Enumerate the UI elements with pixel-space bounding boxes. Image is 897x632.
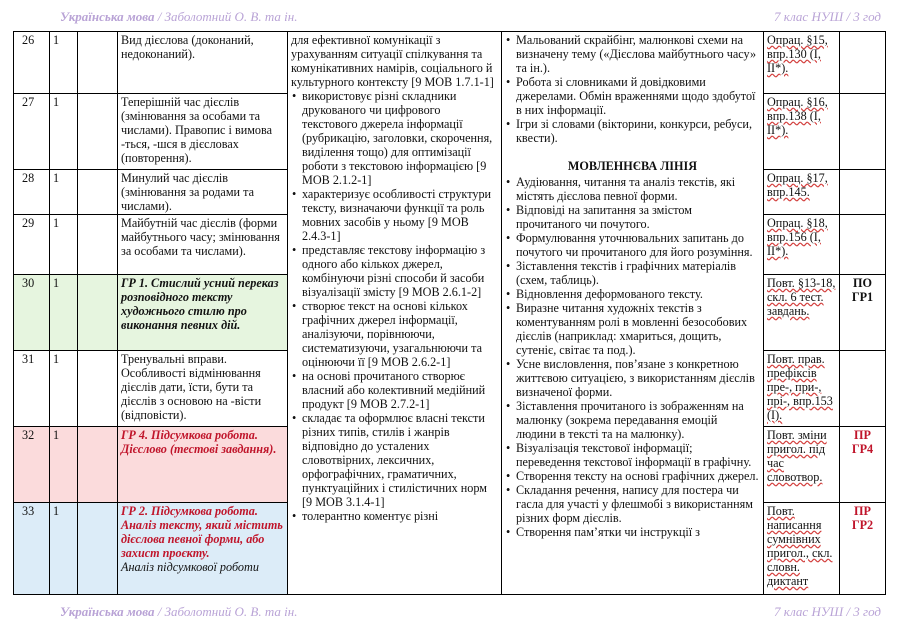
lesson-number: 28 (14, 170, 50, 215)
lesson-topic: Вид дієслова (доконаний, недоконаний). (118, 32, 288, 94)
list-item: • представляє текстову інформацію з одного або кількох джерел, комбінуючи різні способи й засоби візуалізації змісту [9 МОВ 2.6.1-2] (302, 243, 498, 299)
list-item: • використовує різні складники друкованого чи цифрового текстового джерела інформації (рубрикацію, заголовки, скорочення, виділення тощо) для оптимізації роботи з текстовою інформацією [9 МОВ 2.1.2-1] (302, 89, 498, 187)
list-item: • Візуалізація текстової інформації; переведення текстової інформації в графічну. (516, 441, 760, 469)
homework: Повт. прав. префіксів пре-, при-, прі-, впр.153 (І). (764, 351, 840, 427)
list-item: • Аудіювання, читання та аналіз текстів, які містять дієслова певної форми. (516, 175, 760, 203)
results-first: для ефективної комунікації з урахуванням ситуації спілкування та комунікативних намірів, соціального й культурного контексту [9 МОВ 1.7.1-1] (291, 33, 494, 89)
lesson-hours: 1 (50, 215, 78, 275)
list-item: • Відповіді на запитання за змістом прочитаного чи почутого. (516, 203, 760, 231)
lesson-hours: 1 (50, 170, 78, 215)
assessment-label: ПР ГР2 (840, 503, 886, 595)
lesson-hours: 1 (50, 503, 78, 595)
footer-left: Українська мова / Заболотний О. В. та ін. (60, 604, 298, 619)
homework: Повт. зміни пригол. під час словотвор. (764, 427, 840, 503)
page-footer (60, 604, 881, 620)
assessment-label (840, 215, 886, 275)
lesson-hours: 1 (50, 32, 78, 94)
footer-right: 7 клас НУШ / 3 год (774, 604, 881, 619)
speech-line-title: МОВЛЕННЄВА ЛІНІЯ (567, 159, 698, 173)
lesson-date (78, 215, 118, 275)
homework: Опрац. §17, впр.145. (764, 170, 840, 215)
header-right: 7 клас НУШ / 3 год (774, 9, 881, 24)
lesson-number: 30 (14, 275, 50, 351)
lesson-number: 33 (14, 503, 50, 595)
page-header (60, 9, 881, 25)
activities-cell (502, 32, 764, 595)
lesson-hours: 1 (50, 275, 78, 351)
lesson-topic: ГР 1. Стислий усний переказ розповідного тексту художнього стилю про виконання певних дій. (118, 275, 288, 351)
lesson-topic: ГР 4. Підсумкова робота. Дієслово (тестові завдання). (118, 427, 288, 503)
lesson-number: 31 (14, 351, 50, 427)
lesson-hours: 1 (50, 427, 78, 503)
list-item: • на основі прочитаного створює власний або колективний медійний продукт [9 МОВ 2.7.2-1] (302, 369, 498, 411)
lesson-topic-note: Аналіз підсумкової роботи (121, 560, 259, 574)
list-item: • характеризує особливості структури тексту, визначаючи функції та роль мовних засобів у ньому [9 МОВ 2.4.3-1] (302, 187, 498, 243)
lesson-number: 32 (14, 427, 50, 503)
assessment-label: ПО ГР1 (840, 275, 886, 351)
results-list (291, 89, 498, 523)
homework: Повт. §13-18, скл. 6 тест. завдань. (764, 275, 840, 351)
list-item: • толерантно коментує різні (302, 509, 498, 523)
list-item: • Мальований скрайбінг, малюнкові схеми на визначену тему («Дієслова майбутнього часу» та ін.). (516, 33, 760, 75)
lesson-date (78, 275, 118, 351)
lesson-topic-title: ГР 2. Підсумкова робота. Аналіз тексту, який містить дієслова певної форми, або захист проєкту. (121, 504, 283, 560)
activities-speech-list (505, 175, 760, 539)
homework: Опрац. §16, впр.138 (І, ІІ*). (764, 94, 840, 170)
lesson-number: 27 (14, 94, 50, 170)
lesson-date (78, 32, 118, 94)
lesson-date (78, 503, 118, 595)
lesson-date (78, 351, 118, 427)
lesson-hours: 1 (50, 351, 78, 427)
list-item: • Створення пам’ятки чи інструкції з (516, 525, 760, 539)
header-left: Українська мова / Заболотний О. В. та ін. (60, 9, 298, 24)
homework: Опрац. §15, впр.130 (І, ІІ*). (764, 32, 840, 94)
lesson-topic: Тренувальні вправи. Особливості відмінювання дієслів дати, їсти, бути та дієслів з основою на -вісти (відповісти). (118, 351, 288, 427)
table-row (14, 32, 886, 94)
lesson-number: 26 (14, 32, 50, 94)
list-item: • Формулювання уточнювальних запитань до почутого чи прочитаного для його розуміння. (516, 231, 760, 259)
list-item: • Створення тексту на основі графічних джерел. (516, 469, 760, 483)
list-item: • Зіставлення текстів і графічних матеріалів (схем, таблиць). (516, 259, 760, 287)
list-item: • Усне висловлення, пов’язане з конкретною життєвою ситуацією, з використанням дієслів визначеної форми. (516, 357, 760, 399)
lesson-date (78, 427, 118, 503)
lesson-topic (118, 503, 288, 595)
lesson-topic: Минулий час дієслів (змінювання за родами та числами). (118, 170, 288, 215)
lesson-plan-table (13, 31, 886, 595)
lesson-hours: 1 (50, 94, 78, 170)
lesson-number: 29 (14, 215, 50, 275)
activities-top-list (505, 33, 760, 145)
list-item: • Складання речення, напису для постера чи гасла для участі у флешмобі з використанням різних форм дієслів. (516, 483, 760, 525)
assessment-label (840, 170, 886, 215)
lesson-topic: Майбутній час дієслів (форми майбутнього часу; змінювання за особами та числами). (118, 215, 288, 275)
lesson-topic: Теперішній час дієслів (змінювання за особами та числами). Правопис і вимова -ться, -шся в дієсловах (повторення). (118, 94, 288, 170)
homework: Повт. написання сумнівних пригол., скл. словн. диктант (764, 503, 840, 595)
list-item: • Зіставлення прочитаного із зображенням на малюнку (зокрема передавання емоцій людини в тексті та на малюнку). (516, 399, 760, 441)
assessment-label: ПР ГР4 (840, 427, 886, 503)
lesson-date (78, 170, 118, 215)
list-item: • Відновлення деформованого тексту. (516, 287, 760, 301)
list-item: • складає та оформлює власні тексти різних типів, стилів і жанрів відповідно до усталених словотвірних, лексичних, орфографічних, граматичних, пунктуаційних і стилістичних норм [9 МОВ 3.1.4-1] (302, 411, 498, 509)
list-item: • Робота зі словниками й довідковими джерелами. Обмін враженнями щодо здобутої в них інформації. (516, 75, 760, 117)
assessment-label (840, 94, 886, 170)
list-item: • Ігри зі словами (вікторини, конкурси, ребуси, квести). (516, 117, 760, 145)
learning-results-cell (288, 32, 502, 595)
assessment-label (840, 351, 886, 427)
homework: Опрац. §18, впр.156 (І, ІІ*). (764, 215, 840, 275)
lesson-date (78, 94, 118, 170)
assessment-label (840, 32, 886, 94)
list-item: • Виразне читання художніх текстів з коментуванням ролі в мовленні безособових дієслів (наприклад: хмариться, дощить, сутеніє, світає та под.). (516, 301, 760, 357)
list-item: • створює текст на основі кількох графічних джерел інформації, аналізуючи, порівнюючи, систематизуючи, узагальнюючи та оцінюючи її [9 МОВ 2.6.2-1] (302, 299, 498, 369)
